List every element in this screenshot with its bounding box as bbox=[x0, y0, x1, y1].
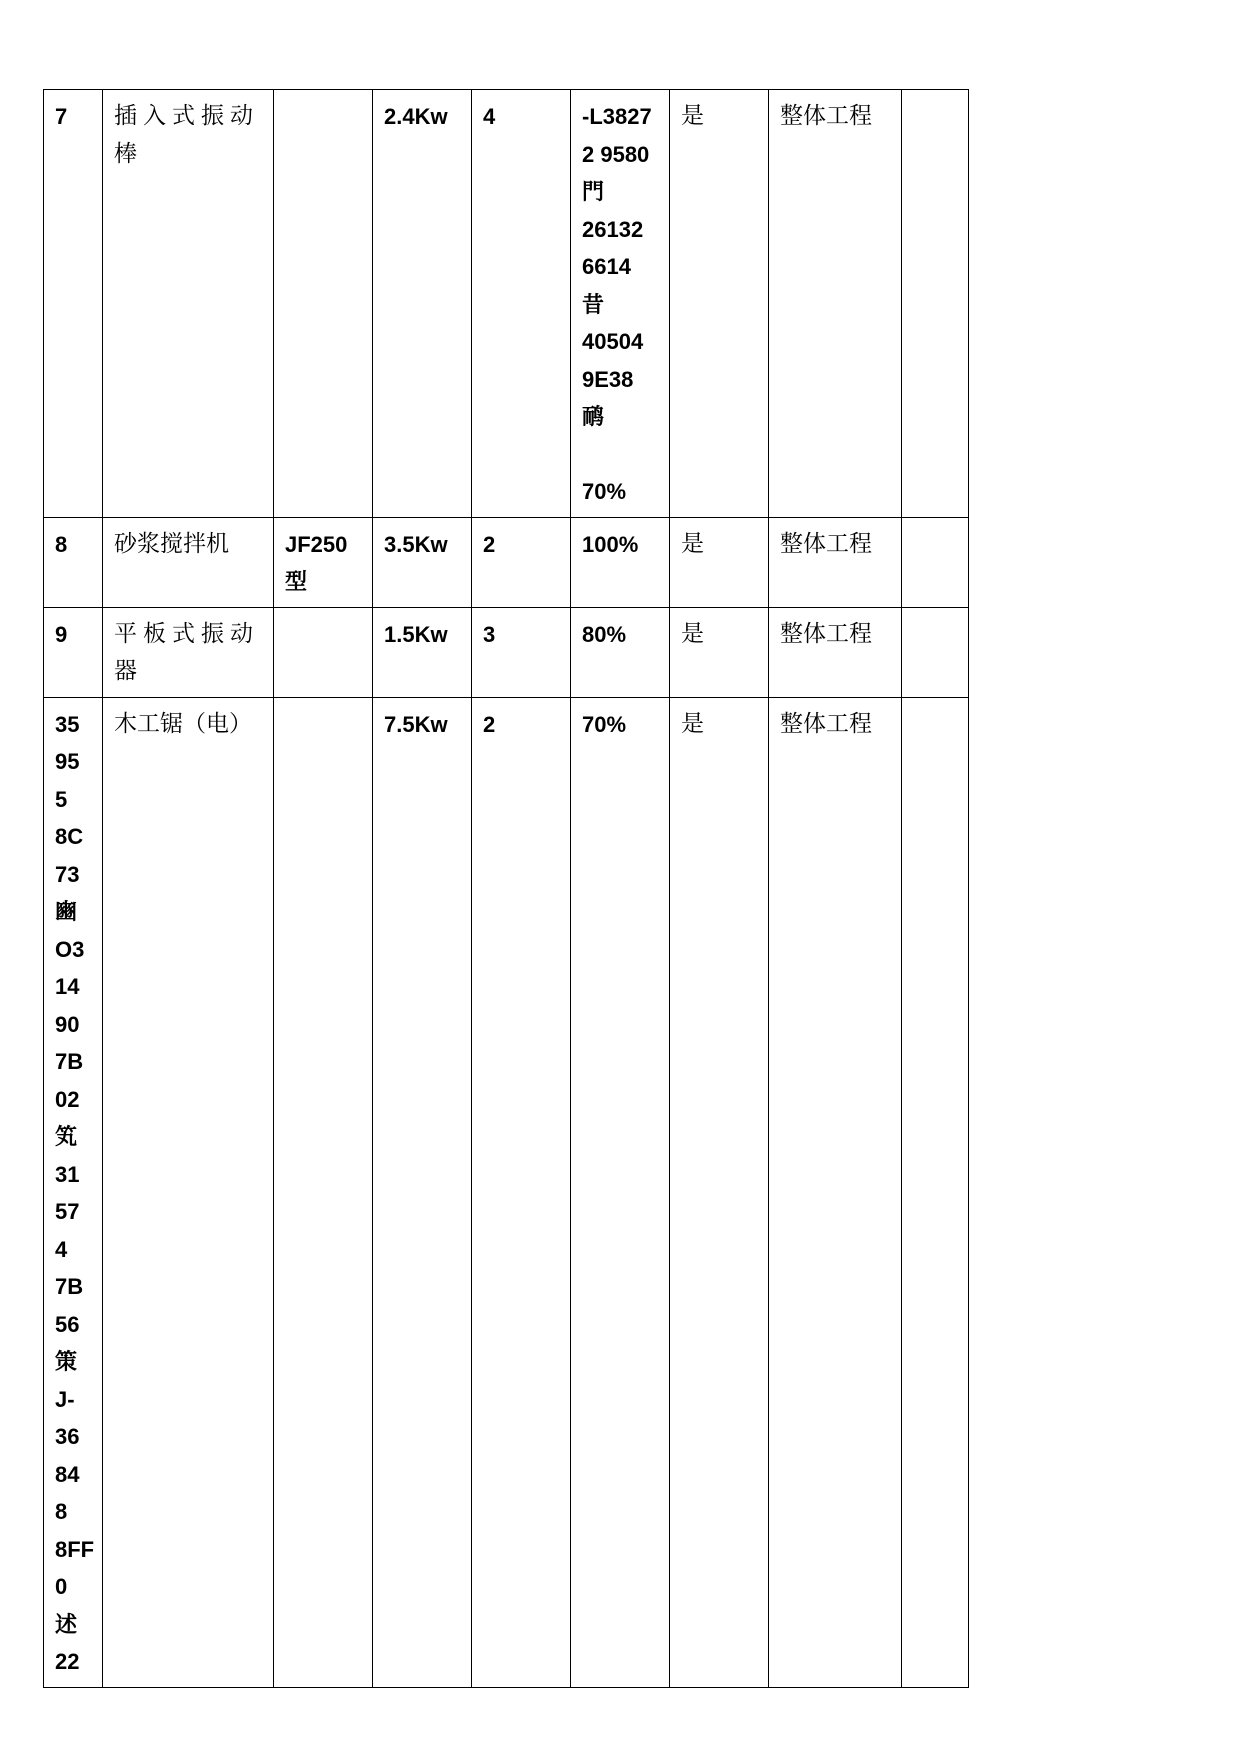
cell-state: 是 bbox=[670, 90, 769, 518]
cell-no: 9 bbox=[44, 607, 103, 697]
table-row bbox=[44, 607, 969, 697]
cell-name: 插入式振动棒 bbox=[103, 90, 274, 518]
cell-model: JF250型 bbox=[274, 517, 373, 607]
rate-line: 40504 bbox=[582, 329, 644, 354]
no-line: 策 bbox=[55, 1349, 78, 1374]
no-line: 0 bbox=[55, 1574, 68, 1599]
rate-lines bbox=[582, 98, 659, 511]
cell-rate bbox=[571, 90, 670, 518]
table-row bbox=[44, 517, 969, 607]
cell-qty: 3 bbox=[472, 607, 571, 697]
cell-use: 整体工程 bbox=[769, 90, 902, 518]
cell-qty: 2 bbox=[472, 697, 571, 1687]
cell-note bbox=[902, 517, 969, 607]
cell-qty: 2 bbox=[472, 517, 571, 607]
cell-state: 是 bbox=[670, 697, 769, 1687]
rate-line: 26132 bbox=[582, 216, 644, 242]
no-line: 35 bbox=[55, 711, 80, 737]
rate-line: 鸸 bbox=[582, 404, 605, 429]
cell-use: 整体工程 bbox=[769, 517, 902, 607]
equipment-table bbox=[43, 89, 969, 1688]
cell-name: 砂浆搅拌机 bbox=[103, 517, 274, 607]
cell-no: 8 bbox=[44, 517, 103, 607]
cell-power: 1.5Kw bbox=[373, 607, 472, 697]
cell-rate: 100% bbox=[571, 517, 670, 607]
cell-model bbox=[274, 607, 373, 697]
no-line: 31 bbox=[55, 1161, 80, 1187]
cell-no bbox=[44, 697, 103, 1687]
no-line: 02 bbox=[55, 1086, 80, 1112]
rate-line: 2 9580 bbox=[582, 141, 650, 167]
rate-line: 門 bbox=[582, 179, 605, 204]
cell-model bbox=[274, 697, 373, 1687]
no-line: 笂 bbox=[55, 1124, 78, 1149]
no-lines bbox=[55, 706, 95, 1681]
rate-line: 70% bbox=[582, 479, 627, 504]
no-line: J- bbox=[55, 1386, 75, 1412]
no-line: 90 bbox=[55, 1011, 80, 1037]
no-line: 述 bbox=[55, 1611, 78, 1637]
no-line: 8FF bbox=[55, 1536, 95, 1562]
cell-state: 是 bbox=[670, 607, 769, 697]
cell-use: 整体工程 bbox=[769, 697, 902, 1687]
table-row bbox=[44, 697, 969, 1687]
cell-use: 整体工程 bbox=[769, 607, 902, 697]
cell-model bbox=[274, 90, 373, 518]
rate-line: 昔 bbox=[582, 291, 605, 317]
no-line: 豳 bbox=[55, 899, 78, 924]
no-line: 95 bbox=[55, 749, 80, 774]
cell-name: 平板式振动器 bbox=[103, 607, 274, 697]
rate-line bbox=[582, 436, 659, 474]
no-line: 57 bbox=[55, 1199, 80, 1224]
no-line: 56 bbox=[55, 1311, 80, 1337]
rate-line: 9E38 bbox=[582, 366, 634, 392]
rate-line: 6614 bbox=[582, 254, 631, 279]
no-line: 7B bbox=[55, 1049, 84, 1074]
no-line: O3 bbox=[55, 936, 85, 962]
table-row bbox=[44, 90, 969, 518]
cell-power: 2.4Kw bbox=[373, 90, 472, 518]
cell-rate: 70% bbox=[571, 697, 670, 1687]
cell-state: 是 bbox=[670, 517, 769, 607]
no-line: 73 bbox=[55, 861, 80, 887]
no-line: 36 bbox=[55, 1424, 80, 1449]
no-line: 14 bbox=[55, 974, 80, 999]
no-line: 5 bbox=[55, 786, 68, 812]
cell-power: 7.5Kw bbox=[373, 697, 472, 1687]
cell-name: 木工锯（电） bbox=[103, 697, 274, 1687]
cell-note bbox=[902, 90, 969, 518]
no-line: 84 bbox=[55, 1461, 80, 1487]
no-line: 8C bbox=[55, 824, 84, 849]
cell-note bbox=[902, 607, 969, 697]
cell-power: 3.5Kw bbox=[373, 517, 472, 607]
cell-no: 7 bbox=[44, 90, 103, 518]
no-line: 4 bbox=[55, 1236, 68, 1262]
cell-note bbox=[902, 697, 969, 1687]
no-line: 7B bbox=[55, 1274, 84, 1299]
rate-line: -L3827 bbox=[582, 104, 652, 129]
cell-rate: 80% bbox=[571, 607, 670, 697]
no-line: 22 bbox=[55, 1649, 80, 1674]
cell-qty: 4 bbox=[472, 90, 571, 518]
no-line: 8 bbox=[55, 1499, 68, 1524]
